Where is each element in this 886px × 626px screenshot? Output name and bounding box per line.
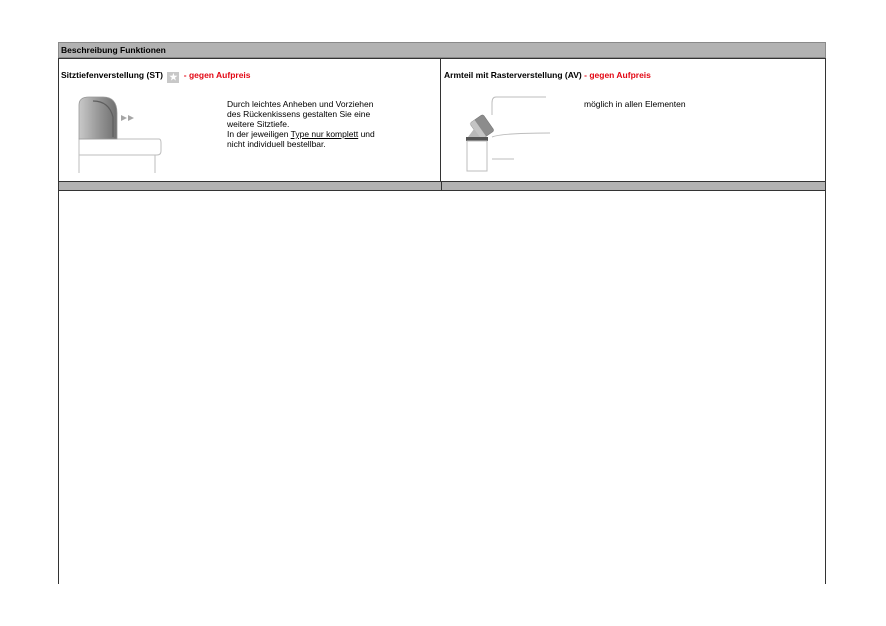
cell-footer-band-left <box>58 181 442 191</box>
seat-depth-description: Durch leichtes Anheben und Vorziehen des Rückenkissens gestalten Sie eine weitere Sitztiefe. In der jeweiligen Type nur komplett und nicht individuell bestellbar. <box>227 99 375 149</box>
price-label: - gegen Aufpreis <box>584 70 651 80</box>
function-cell-seat-depth <box>59 59 441 181</box>
function-title-seat-depth: Sitztiefenverstellung (ST) ★ - gegen Aufpreis <box>61 70 251 82</box>
function-title-armrest: Armteil mit Rasterverstellung (AV) - gegen Aufpreis <box>444 70 651 80</box>
function-cell-armrest <box>442 59 825 181</box>
armrest-illustration <box>462 93 552 173</box>
cell-footer-band-right <box>442 181 826 191</box>
price-label: - gegen Aufpreis <box>183 70 251 80</box>
section-header <box>58 42 826 58</box>
type-komplett-text: Type nur komplett <box>290 129 359 139</box>
armrest-description: möglich in allen Elementen <box>584 99 686 109</box>
seat-depth-illustration <box>73 93 163 173</box>
section-title: Beschreibung Funktionen <box>61 45 166 55</box>
star-icon: ★ <box>169 72 178 82</box>
